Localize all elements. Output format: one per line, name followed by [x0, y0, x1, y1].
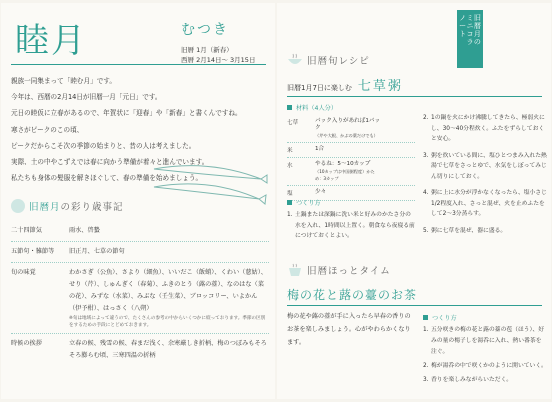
left-page [1, 3, 275, 399]
ingredient-row [287, 115, 415, 143]
table-row [11, 221, 269, 242]
vert-char: ニ [466, 22, 474, 30]
method-heading: つくり方 [287, 198, 321, 207]
vert-char: ー [459, 22, 467, 30]
step [423, 151, 547, 183]
almanac-heading-prefix: 旧暦月 [29, 202, 61, 213]
intro-line: 元日の睦仮に立春があるので、年賀状に「迎春」や「新春」と書くんですね。 [11, 109, 242, 118]
ingredient-row [287, 143, 415, 158]
method-steps-right [423, 113, 547, 236]
row-value [69, 267, 269, 329]
step [423, 375, 547, 386]
step [287, 210, 415, 242]
vert-char: ミ [466, 14, 474, 22]
almanac-table [11, 221, 269, 366]
row-value: 立春の候、残雪の候、春まだ浅く、余寒厳しき折柄、梅のつぼみもそろそろ膨らむ頃、三寒四温の折柄 [69, 340, 267, 359]
vert-char: ト [459, 30, 467, 38]
vert-char: コ [466, 30, 474, 38]
intro-line: 親族一同集まって「睦む月」です。 [11, 77, 116, 85]
step [423, 113, 547, 145]
vert-char: 旧 [473, 14, 481, 22]
step-number: 1. [423, 327, 429, 333]
qty-text: パック入りがあれば1パック [315, 118, 381, 131]
intro-line: ピークだからこそ次の季節の始まりと、昔の人は考えました。 [11, 141, 196, 150]
table-row [11, 334, 269, 366]
ingredients-list [287, 115, 415, 201]
step [423, 226, 547, 237]
step-text: 五分咲きの梅の花と蕗の薹の苞（ほう）、好みの量の楊子しを湯呑に入れ、熱い番茶を注ぐ。 [431, 327, 545, 355]
step-number: 4. [423, 190, 429, 196]
vert-char: ラ [466, 38, 474, 46]
step-text: 香りを楽しみながらいただく。 [431, 377, 513, 383]
ingredient-qty [315, 189, 383, 197]
vert-char: 月 [473, 30, 481, 38]
tea-method-heading: つくり方 [423, 313, 457, 322]
divider [287, 305, 542, 306]
row-value: 旧正月、七草の節句 [69, 248, 125, 255]
intro-line: 今年は、西暦の2月14日が旧暦一月「元日」です。 [11, 93, 162, 102]
ingredient-name: 水 [287, 163, 293, 169]
ingredient-name: 米 [287, 148, 293, 154]
lunar-date: 旧暦 1月（新春） [181, 46, 233, 54]
fish-illustration [149, 159, 269, 209]
vert-char: 暦 [473, 22, 481, 30]
recipe-name: 七草粥 [357, 79, 403, 94]
western-date: 西暦 2月14日〜 3月15日 [181, 56, 256, 64]
step-text: 1の鍋を火にかけ沸騰してきたら、極弱火にし、30〜40分程炊く。ふたをずらしておくと安心。 [431, 115, 545, 142]
step-number: 3. [423, 377, 429, 383]
divider [287, 96, 542, 97]
vert-char: ノ [459, 14, 467, 22]
ingredient-qty [315, 118, 383, 139]
month-title: 睦月 [15, 21, 87, 61]
step-text: 土鍋または深鍋に洗い米と好みのかたさ分の水を入れ、1時間以上置く。朝食なら夜寝る前につけておくとよい。 [295, 212, 415, 239]
tea-heading [287, 263, 391, 277]
ingredients-heading: 材料（4人分） [287, 103, 337, 112]
table-row [11, 263, 269, 334]
step-number: 2. [423, 115, 429, 121]
qty-text: 少々 [315, 189, 327, 195]
recipe-title [287, 75, 403, 94]
date-range [181, 45, 255, 65]
vert-char [459, 38, 466, 46]
step-number: 1. [287, 212, 293, 218]
ingredient-name: 七草 [287, 120, 299, 126]
tea-description: 梅の花や蕗の薹が手に入ったら早春の香りのお茶を楽しみましょう。心がやわらかくなります。 [287, 313, 411, 346]
tea-method-steps [423, 325, 547, 386]
vert-char: の [473, 38, 481, 46]
step-number: 5. [423, 227, 429, 234]
tea-heading-text: 旧暦ほっとタイム [307, 266, 391, 277]
row-key: 五節句・雑節等 [11, 248, 55, 255]
step-number: 3. [423, 152, 429, 159]
step-number: 2. [423, 363, 429, 369]
ingredient-qty [315, 146, 383, 154]
right-page [277, 3, 551, 399]
divider [11, 64, 266, 65]
method-steps-left [287, 210, 415, 242]
step-text: 粥を炊いている間に、塩ひとつまみ入れた熱湯で七草をさっとゆで、水気をしぼってみじん切りにしておく。 [431, 152, 547, 180]
step [423, 188, 547, 220]
intro-line: 私たちも身体の髪服を解きほぐして、春の準備を始めましょう。 [11, 174, 203, 183]
intro-line: 寒さがピークのこの頃、 [11, 125, 84, 134]
ingredient-qty [315, 161, 383, 182]
tea-title: 梅の花と蕗の薹のお茶 [287, 288, 418, 302]
qty-note: （10カップは中国粥程度）かため：3カップ [315, 169, 375, 181]
row-value: 雨水、啓蟄 [69, 227, 100, 234]
qty-text: 1合 [315, 146, 325, 152]
month-reading: むつき [181, 22, 229, 38]
recipe-heading-text: 旧暦旬レシピ [307, 56, 370, 67]
recipe-heading [287, 53, 370, 67]
intro-line: 実際、土の中やこずえでは春に向かう準備が着々と進んでいます。 [11, 158, 209, 167]
step [423, 325, 547, 358]
row-key: 旬の味覚 [11, 269, 36, 276]
bowl-icon [287, 53, 303, 67]
ingredient-row [287, 158, 415, 186]
qty-note: （芹や大根、かぶの葉だけでも） [315, 133, 378, 138]
almanac-heading-suffix: の彩り歳事記 [60, 202, 124, 213]
teacup-icon [287, 263, 303, 277]
qty-text: やるね：5〜10カップ [315, 161, 371, 167]
table-row [11, 242, 269, 263]
ingredient-name: 塩 [287, 191, 293, 197]
step [423, 361, 547, 372]
step-text: 粥に七草を混ぜ、器に盛る。 [431, 227, 507, 234]
flower-icon [11, 199, 25, 213]
step-text: 梅が湯呑の中で咲くかのように開いていく。 [431, 363, 547, 369]
vertical-tag [457, 10, 483, 68]
recipe-prefix: 旧暦1月7日に楽しむ [287, 84, 352, 92]
seasonal-foods: わかさぎ（公魚）、さより（細魚）、いいだこ（飯蛸）、くわい（慈姑）、せり（芹）、しゅんぎく（春菊）、ふきのとう（蕗の薹）、なのはな（菜の花）、みずな（水菜）、みぶな（壬生菜）、ブロッコリー、いよかん（伊予柑）、はっさく（八朔） [69, 269, 267, 312]
footnote: ※旬は地域によって違うので、たくさんの参考の中からいくつかに絞っております。季節の区別をするための手段にとどめておきます。 [69, 316, 266, 328]
almanac-heading [11, 199, 124, 213]
step-text: 粥に上に水分が浮かなくなったら、塩小さじ1/2程度入れ、さっと混ぜ、火を止めふたをして2〜3分蒸らす。 [431, 190, 547, 217]
row-key: 時候の挨拶 [11, 340, 42, 347]
row-key: 二十四節気 [11, 227, 42, 234]
